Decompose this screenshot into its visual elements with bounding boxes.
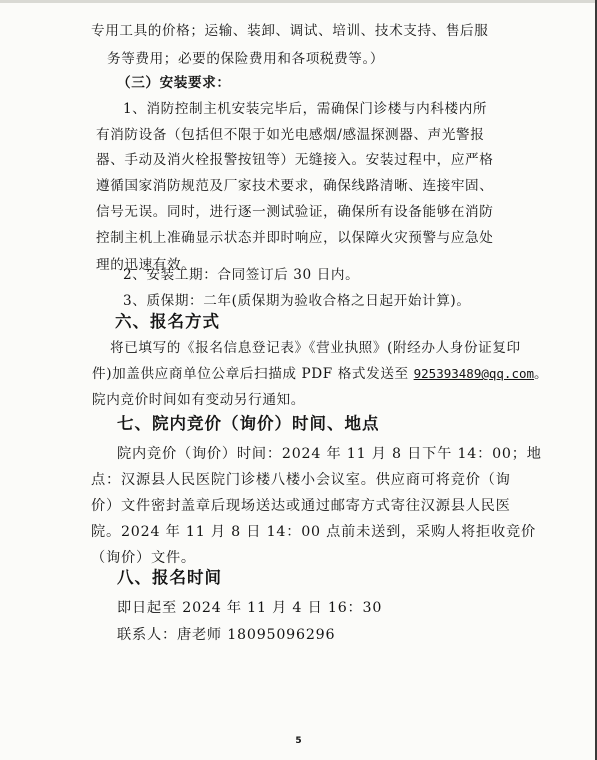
section-heading-bidding-time-place: 七、院内竞价（询价）时间、地点 <box>117 414 380 433</box>
section-heading-registration-time: 八、报名时间 <box>117 568 222 587</box>
text-line: 信号无误。同时，进行逐一测试验证，确保所有设备能够在消防 <box>96 204 494 220</box>
text-line: 专用工具的价格；运输、装卸、调试、培训、技术支持、售后服 <box>91 23 489 39</box>
text-line: 点：汉源县人民医院门诊楼八楼小会议室。供应商可将竞价（询 <box>91 472 511 488</box>
section-heading-registration-method: 六、报名方式 <box>115 312 220 331</box>
text-line: 器、手动及消火栓报警按钮等）无缝接入。安装过程中，应严格 <box>96 152 494 168</box>
text-line: （询价）文件。 <box>91 550 196 566</box>
text-line: 院。2024 年 11 月 8 日 14：00 点前未送到，采购人将拒收竞价 <box>91 524 537 540</box>
text-segment: 。 <box>534 366 549 382</box>
text-line: 1、消防控制主机安装完毕后，需确保门诊楼与内科楼内所 <box>123 101 488 117</box>
text-line: 控制主机上准确显示状态并即时响应，以保障火灾预警与应急处 <box>96 230 494 246</box>
page-number: 5 <box>295 736 302 746</box>
text-line: 将已填写的《报名信息登记表》《营业执照》(附经办人身份证复印 <box>110 340 521 356</box>
text-line <box>92 365 548 383</box>
text-line: 有消防设备（包括但不限于如光电感烟/感温探测器、声光警报 <box>96 127 485 143</box>
text-segment: 件)加盖供应商单位公章后扫描成 PDF 格式发送至 <box>92 366 414 382</box>
text-line: 价）文件密封盖章后现场送达或通过邮寄方式寄往汉源县人民医 <box>91 498 511 514</box>
text-line: 院内竞价时间如有变动另行通知。 <box>92 392 305 408</box>
text-line: 院内竞价（询价）时间：2024 年 11 月 8 日下午 14：00；地 <box>117 446 542 462</box>
text-line: 3、质保期：二年(质保期为验收合格之日起开始计算)。 <box>123 293 471 309</box>
contact-person: 联系人：唐老师 18095096296 <box>117 627 336 643</box>
registration-period: 即日起至 2024 年 11 月 4 日 16：30 <box>117 600 383 616</box>
subsection-heading: （三）安装要求： <box>117 75 231 91</box>
text-line: 务等费用；必要的保险费用和各项税费等。） <box>107 51 385 67</box>
text-line: 遵循国家消防规范及厂家技术要求，确保线路清晰、连接牢固、 <box>96 178 494 194</box>
email-address: 925393489@qq.com <box>413 366 535 381</box>
text-line: 理的迅速有效。 <box>96 257 196 273</box>
text-line: 2、安装工期：合同签订后 30 日内。 <box>123 267 360 283</box>
